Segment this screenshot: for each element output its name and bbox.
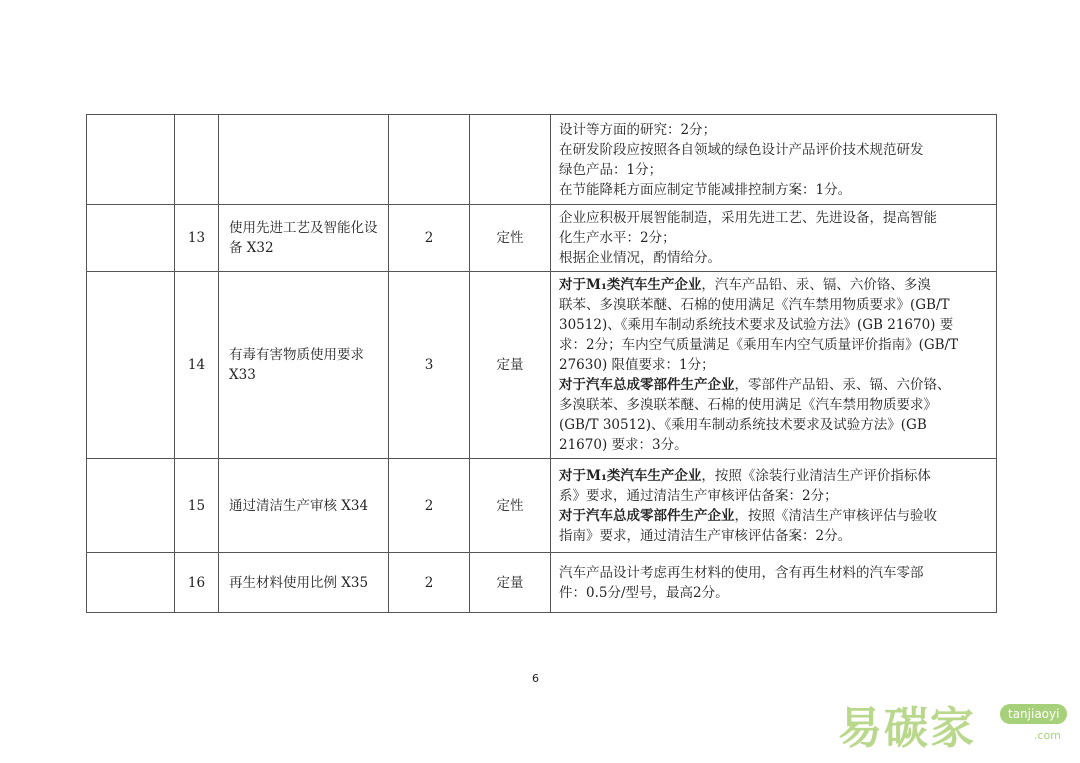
- row-number-cell: 16: [175, 553, 219, 613]
- description-line: [559, 208, 988, 228]
- criteria-description-cell: [551, 553, 997, 613]
- description-line: [559, 295, 988, 315]
- description-text: (GB/T 30512)、《乘用车制动系统技术要求及试验方法》(GB: [559, 417, 927, 433]
- criteria-description-cell: [551, 205, 997, 272]
- description-text: 件：0.5分/型号，最高2分。: [559, 584, 729, 601]
- description-text: 汽车产品设计考虑再生材料的使用，含有再生材料的汽车零部: [559, 564, 924, 581]
- description-text: 绿色产品：1分；: [559, 161, 663, 178]
- criteria-description-cell: [551, 272, 997, 459]
- watermark-suffix: .com: [1034, 729, 1061, 742]
- score-cell: [389, 115, 470, 205]
- score-cell: 2: [389, 459, 470, 553]
- description-line: [559, 315, 988, 335]
- description-text: 企业应积极开展智能制造，采用先进工艺、先进设备，提高智能: [559, 210, 937, 226]
- score-cell: 3: [389, 272, 470, 459]
- description-line: [559, 486, 988, 506]
- description-line: [559, 435, 988, 455]
- description-line: [559, 466, 988, 486]
- watermark-domain: tanjiaoyi: [1000, 704, 1067, 724]
- criteria-table: [86, 114, 997, 613]
- description-line: [559, 120, 988, 140]
- table-row: [87, 553, 997, 613]
- description-text: 系》要求，通过清洁生产审核评估备案：2分；: [559, 487, 838, 504]
- evaluation-type-cell: 定量: [470, 553, 551, 613]
- description-text: 设计等方面的研究：2分；: [559, 121, 717, 138]
- watermark-brand: 易碳家: [838, 703, 976, 754]
- table-row: [87, 459, 997, 553]
- description-text: ，按照《清洁生产审核评估与验收: [734, 507, 937, 524]
- description-line: [559, 180, 988, 200]
- indicator-name-cell: [219, 115, 389, 205]
- description-line: [559, 335, 988, 355]
- indicator-name-cell: 使用先进工艺及智能化设备 X32: [219, 205, 389, 272]
- description-text: 联苯、多溴联苯醚、石棉的使用满足《汽车禁用物质要求》(GB/T: [559, 297, 950, 313]
- description-line: [559, 415, 988, 435]
- row-number-cell: 13: [175, 205, 219, 272]
- description-line: [559, 563, 988, 583]
- description-text: 求：2分；车内空气质量满足《乘用车内空气质量评价指南》(GB/T: [559, 337, 959, 353]
- page-number: 6: [532, 672, 539, 685]
- description-line: [559, 395, 988, 415]
- table-row: [87, 115, 997, 205]
- table-row: [87, 272, 997, 459]
- watermark-logo: [838, 690, 1076, 756]
- description-text: 在节能降耗方面应制定节能减排控制方案：1分。: [559, 181, 852, 198]
- category-cell: [87, 115, 175, 205]
- description-line: [559, 526, 988, 546]
- category-cell: [87, 205, 175, 272]
- row-number-cell: [175, 115, 219, 205]
- description-text: ，零部件产品铅、汞、镉、六价铬、: [734, 377, 951, 393]
- description-line: [559, 140, 988, 160]
- category-cell: [87, 553, 175, 613]
- description-line: [559, 248, 988, 268]
- category-cell: [87, 272, 175, 459]
- evaluation-type-cell: 定性: [470, 205, 551, 272]
- criteria-description-cell: [551, 459, 997, 553]
- description-line: [559, 375, 988, 395]
- category-cell: [87, 459, 175, 553]
- indicator-name-cell: 再生材料使用比例 X35: [219, 553, 389, 613]
- criteria-description-cell: [551, 115, 997, 205]
- evaluation-type-cell: 定量: [470, 272, 551, 459]
- description-text: 30512)、《乘用车制动系统技术要求及试验方法》(GB 21670) 要: [559, 317, 954, 333]
- score-cell: 2: [389, 553, 470, 613]
- description-line: [559, 160, 988, 180]
- description-text: 21670) 要求：3分。: [559, 437, 688, 453]
- description-text: 根据企业情况，酌情给分。: [559, 250, 721, 266]
- evaluation-type-cell: [470, 115, 551, 205]
- score-cell: 2: [389, 205, 470, 272]
- description-text: ，按照《涂装行业清洁生产评价指标体: [701, 467, 931, 484]
- row-number-cell: 15: [175, 459, 219, 553]
- table-row: [87, 205, 997, 272]
- description-line: [559, 275, 988, 295]
- description-emphasis: 对于M₁类汽车生产企业: [559, 467, 702, 484]
- criteria-table-body: [87, 115, 997, 613]
- description-line: [559, 506, 988, 526]
- description-text: 化生产水平：2分；: [559, 230, 676, 246]
- description-emphasis: 对于汽车总成零部件生产企业: [559, 507, 735, 524]
- description-text: 指南》要求，通过清洁生产审核评估备案：2分。: [559, 527, 852, 544]
- description-line: [559, 583, 988, 603]
- description-emphasis: 对于M₁类汽车生产企业: [559, 277, 702, 293]
- description-line: [559, 228, 988, 248]
- indicator-name-cell: 有毒有害物质使用要求 X33: [219, 272, 389, 459]
- row-number-cell: 14: [175, 272, 219, 459]
- description-text: 多溴联苯、多溴联苯醚、石棉的使用满足《汽车禁用物质要求》: [559, 397, 937, 413]
- description-emphasis: 对于汽车总成零部件生产企业: [559, 377, 735, 393]
- description-text: 在研发阶段应按照各自领域的绿色设计产品评价技术规范研发: [559, 141, 924, 158]
- description-text: 27630) 限值要求：1分；: [559, 357, 715, 373]
- indicator-name-cell: 通过清洁生产审核 X34: [219, 459, 389, 553]
- description-line: [559, 355, 988, 375]
- evaluation-type-cell: 定性: [470, 459, 551, 553]
- description-text: ，汽车产品铅、汞、镉、六价铬、多溴: [701, 277, 931, 293]
